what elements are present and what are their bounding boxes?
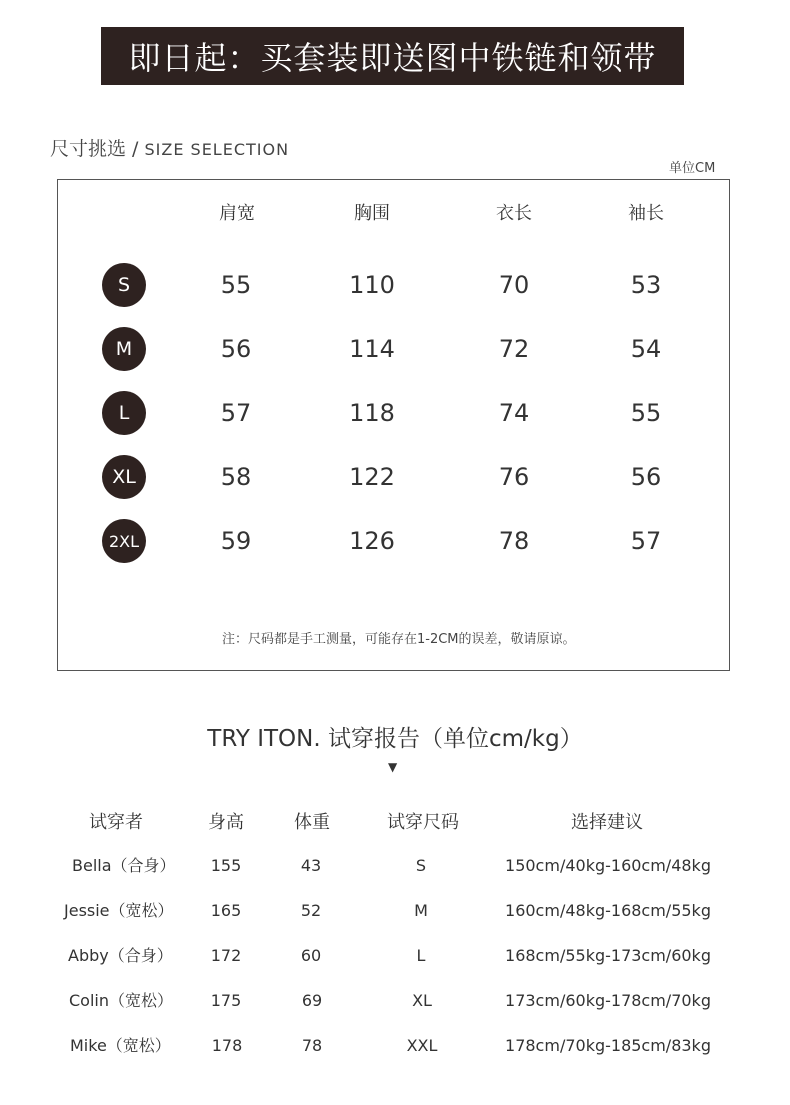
size-col-header: 衣长 — [496, 203, 532, 224]
tester-size: M — [414, 901, 428, 920]
size-badge-label: XL — [112, 466, 136, 488]
try-col-header: 试穿尺码 — [387, 812, 459, 833]
try-on-title: TRY ITON. 试穿报告（单位cm/kg） — [207, 726, 583, 752]
size-row — [0, 455, 790, 499]
tester-size: XXL — [406, 1036, 438, 1055]
size-note: 注：尺码都是手工测量，可能存在1-2CM的误差，敬请原谅。 — [222, 632, 576, 647]
size-badge — [102, 263, 146, 307]
size-value: 118 — [349, 399, 395, 427]
size-row — [0, 391, 790, 435]
size-value: 55 — [220, 271, 252, 299]
size-title-cn: 尺寸挑选 — [50, 138, 127, 160]
size-value: 56 — [220, 335, 252, 363]
tester-weight: 60 — [300, 946, 322, 965]
tester-height: 175 — [210, 991, 242, 1010]
size-value: 55 — [630, 399, 662, 427]
tester-advice: 168cm/55kg-173cm/60kg — [505, 946, 711, 965]
size-badge — [102, 519, 146, 563]
size-badge-label: M — [115, 338, 133, 360]
try-col-header: 体重 — [294, 812, 330, 833]
size-value: 72 — [498, 335, 530, 363]
size-col-header: 肩宽 — [219, 203, 255, 224]
tester-weight: 69 — [301, 991, 323, 1010]
tester-name: Jessie（宽松） — [64, 901, 174, 920]
size-unit-label: 单位CM — [669, 161, 716, 176]
size-badge — [102, 391, 146, 435]
try-row — [0, 855, 790, 877]
size-value: 70 — [498, 271, 530, 299]
size-section-title — [50, 134, 289, 161]
size-value: 78 — [498, 527, 530, 555]
tester-height: 155 — [210, 856, 242, 875]
try-col-header: 试穿者 — [89, 812, 143, 833]
down-triangle-icon: ▼ — [388, 760, 398, 774]
try-row — [0, 990, 790, 1012]
size-badge-label: 2XL — [108, 531, 140, 551]
tester-advice: 178cm/70kg-185cm/83kg — [505, 1036, 711, 1055]
tester-advice: 150cm/40kg-160cm/48kg — [505, 856, 711, 875]
size-value: 54 — [630, 335, 662, 363]
try-row — [0, 1035, 790, 1057]
size-badge-label: L — [118, 402, 130, 424]
tester-height: 165 — [210, 901, 242, 920]
tester-weight: 78 — [301, 1036, 323, 1055]
size-badge — [102, 455, 146, 499]
tester-name: Bella（合身） — [72, 856, 176, 875]
size-badge — [102, 327, 146, 371]
size-badge-label: S — [117, 274, 131, 296]
size-value: 74 — [498, 399, 530, 427]
tester-advice: 160cm/48kg-168cm/55kg — [505, 901, 711, 920]
try-row — [0, 945, 790, 967]
promo-banner-text: 即日起：买套装即送图中铁链和领带 — [128, 39, 657, 77]
size-row — [0, 327, 790, 371]
tester-size: L — [416, 946, 426, 965]
size-title-sep: / — [126, 138, 145, 160]
size-row — [0, 263, 790, 307]
size-value: 58 — [220, 463, 252, 491]
tester-name: Colin（宽松） — [69, 991, 173, 1010]
try-col-header: 选择建议 — [571, 812, 643, 833]
size-value: 110 — [349, 271, 395, 299]
size-value: 57 — [630, 527, 662, 555]
try-row — [0, 900, 790, 922]
size-col-header: 胸围 — [354, 203, 390, 224]
tester-weight: 52 — [300, 901, 322, 920]
size-value: 122 — [349, 463, 395, 491]
tester-height: 178 — [211, 1036, 243, 1055]
size-row — [0, 519, 790, 563]
size-title-en: SIZE SELECTION — [144, 140, 290, 159]
size-value: 56 — [630, 463, 662, 491]
size-value: 53 — [630, 271, 662, 299]
size-value: 59 — [220, 527, 252, 555]
tester-name: Abby（合身） — [68, 946, 173, 965]
try-col-header: 身高 — [208, 812, 244, 833]
tester-weight: 43 — [300, 856, 322, 875]
tester-height: 172 — [210, 946, 242, 965]
tester-size: XL — [412, 991, 432, 1010]
size-col-header: 袖长 — [628, 203, 664, 224]
size-value: 57 — [220, 399, 252, 427]
size-value: 114 — [349, 335, 395, 363]
promo-banner — [101, 27, 684, 85]
size-value: 76 — [498, 463, 530, 491]
tester-advice: 173cm/60kg-178cm/70kg — [505, 991, 711, 1010]
tester-size: S — [415, 856, 427, 875]
size-value: 126 — [349, 527, 395, 555]
tester-name: Mike（宽松） — [70, 1036, 171, 1055]
